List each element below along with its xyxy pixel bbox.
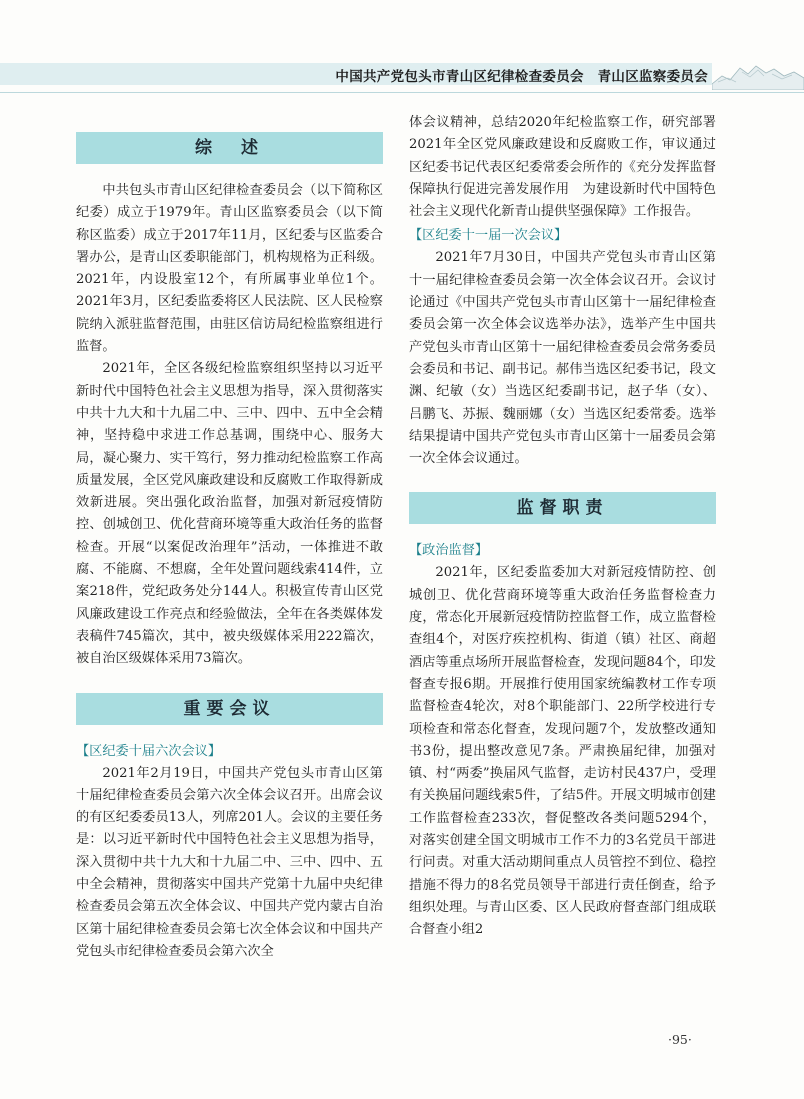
header-rule — [0, 92, 804, 93]
subheading: 【政治监督】 — [409, 543, 489, 559]
section-title-important-meetings: 重要会议 — [76, 693, 383, 725]
section-title-supervision-duties: 监督职责 — [409, 492, 716, 524]
subheading: 【区纪委十届六次会议】 — [76, 743, 222, 759]
right-column — [409, 112, 716, 942]
running-header-title: 中国共产党包头市青山区纪律检查委员会 青山区监察委员会 — [335, 69, 708, 85]
paragraph-continued: 体会议精神，总结2020年纪检监察工作，研究部署2021年全区党风廉政建设和反腐败工作，审议通过区纪委书记代表区纪委常委会所作的《充分发挥监督保障执行促进完善发展作用 为建设新时代中国特色社会主义现代化新青山提供坚强保障》工作报告。 — [409, 115, 716, 220]
page-number: ·95· — [668, 1032, 692, 1047]
section-title-overview: 综 述 — [76, 132, 383, 164]
subheading: 【区纪委十一届一次会议】 — [409, 228, 568, 244]
running-header — [0, 58, 804, 90]
paragraph: 2021年7月30日，中国共产党包头市青山区第十一届纪律检查委员会第一次全体会议召开。会议讨论通过《中国共产党包头市青山区第十一届纪律检查委员会第一次全体会议选举办法》，选举产生中国共产党包头市青山区第十一届纪律检查委员会常务委员会委员和书记、副书记。郝伟当选区纪委书记，段文渊、纪敏（女）当选区纪委副书记，赵子华（女）、吕鹏飞、苏振、魏丽娜（女）当选区纪委常委。选举结果提请中国共产党包头市青山区第十一届委员会第一次全体会议通过。 — [409, 250, 716, 467]
paragraph: 2021年，全区各级纪检监察组织坚持以习近平新时代中国特色社会主义思想为指导，深入贯彻落实中共十九大和十九届二中、三中、四中、五中全会精神，坚持稳中求进工作总基调，围绕中心、服务大局，凝心聚力、实干笃行，努力推动纪检监察工作高质量发展，全区党风廉政建设和反腐败工作取得新成效新进展。突出强化政治监督，加强对新冠疫情防控、创城创卫、优化营商环境等重大政治任务的监督检查。开展“以案促改治理年”活动，一体推进不敢腐、不能腐、不想腐，全年处置问题线索414件，立案218件，党纪政务处分144人。积极宣传青山区党风廉政建设工作亮点和经验做法，全年在各类媒体发表稿件745篇次，其中，被央级媒体采用222篇次，被自治区级媒体采用73篇次。 — [76, 361, 383, 667]
paragraph: 中共包头市青山区纪律检查委员会（以下简称区纪委）成立于1979年。青山区监察委员会（以下简称区监委）成立于2017年11月，区纪委与区监委合署办公，是青山区委职能部门，机构规格为正科级。2021年，内设股室12个，有所属事业单位1个。2021年3月，区纪委监委将区人民法院、区人民检察院纳入派驻监督范围，由驻区信访局纪检监察组进行监督。 — [76, 183, 383, 355]
paragraph: 2021年，区纪委监委加大对新冠疫情防控、创城创卫、优化营商环境等重大政治任务监督检查力度，常态化开展新冠疫情防控监督工作，成立监督检查组4个，对医疗疾控机构、街道（镇）社区、商超酒店等重点场所开展监督检查，发现问题84个，印发督查专报6期。开展推行使用国家统编教材工作专项监督检查4轮次，对8个职能部门、22所学校进行专项检查和常态化督查，发现问题7个，发放整改通知书3份，提出整改意见7条。严肃换届纪律，加强对镇、村“两委”换届风气监督，走访村民437户，受理有关换届问题线索5件，了结5件。开展文明城市创建工作监督检查233次，督促整改各类问题5294个，对落实创建全国文明城市工作不力的3名党员干部进行问责。对重大活动期间重点人员管控不到位、稳控措施不得力的8名党员领导干部进行责任倒查，给予组织处理。与青山区委、区人民政府督查部门组成联合督查小组2 — [409, 565, 716, 938]
paragraph: 2021年2月19日，中国共产党包头市青山区第十届纪律检查委员会第六次全体会议召开。出席会议的有区纪委委员13人，列席201人。会议的主要任务是：以习近平新时代中国特色社会主义思想为指导，深入贯彻中共十九大和十九届二中、三中、四中、五中全会精神，贯彻落实中国共产党第十九届中央纪律检查委员会第五次全体会议、中国共产党内蒙古自治区第十届纪律检查委员会第七次全体会议和中国共产党包头市纪律检查委员会第六次全 — [76, 765, 383, 959]
mountain-landscape-icon — [712, 58, 804, 90]
left-column — [76, 112, 383, 963]
